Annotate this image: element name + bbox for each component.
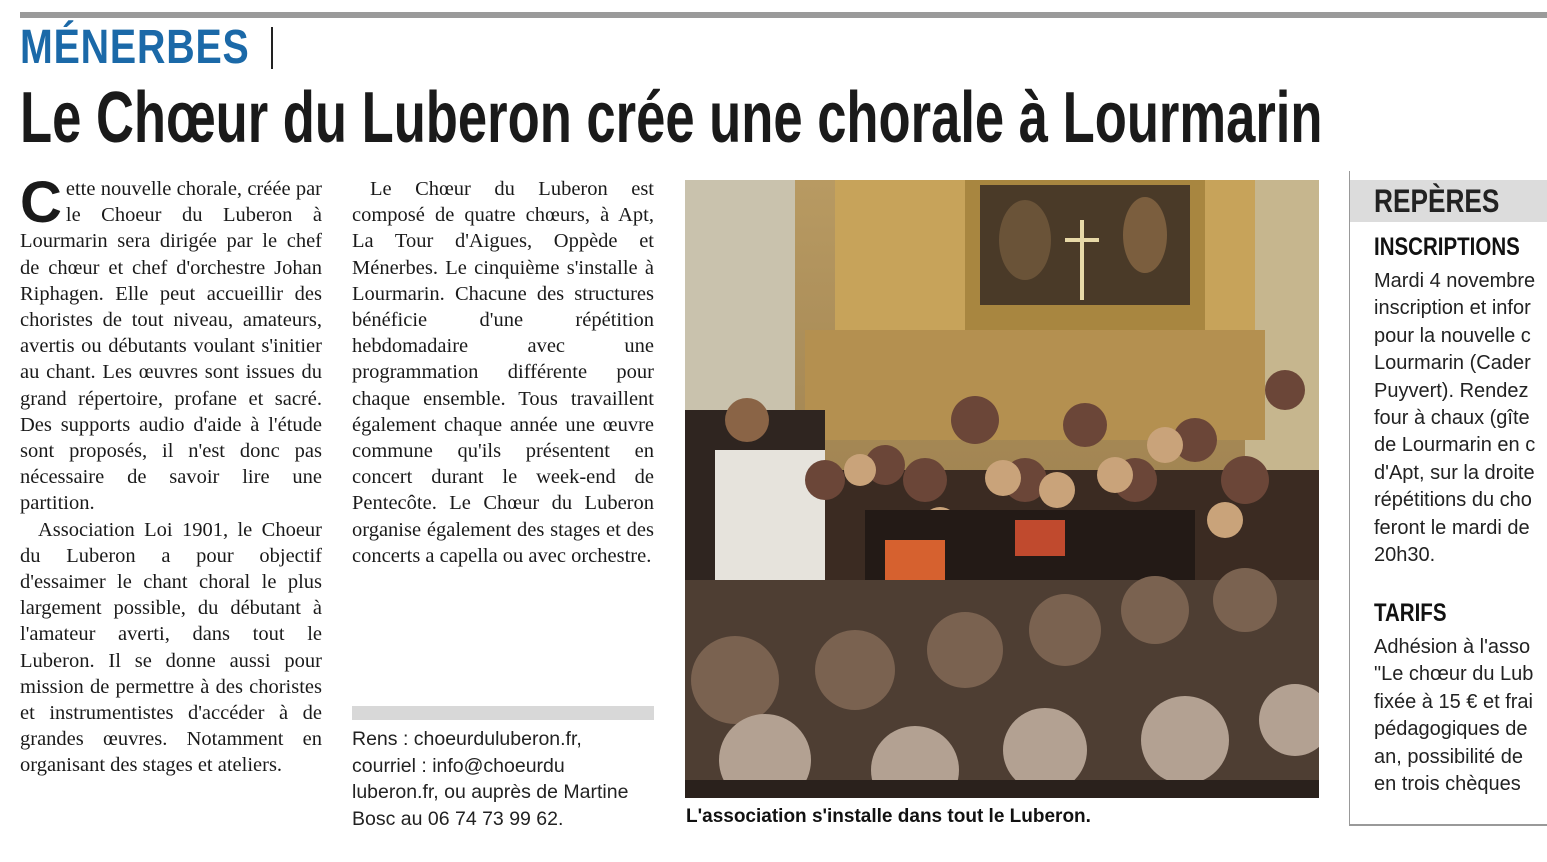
paragraph-1-text: ette nouvelle chorale, créée par le Choeur du Luberon à Lourmarin sera dirigée par le chef de chœur et chef d'orchestre Johan Riphagen. Elle peut accueillir des choristes de tout niveau, amateurs, avertis ou débutants voulant s'initier au chant. Les œuvres sont issues du grand répertoire, profane et sacré. Des supports audio d'aide à l'étude sont proposés, il n'est donc pas nécessaire de savoir lire une partition. (20, 178, 322, 515)
article-column-1 (20, 170, 322, 779)
drop-cap: C (20, 170, 62, 235)
article-paragraph-1 (20, 170, 322, 517)
photo-caption: L'association s'installe dans tout le Luberon. (686, 806, 1091, 827)
article-column-2 (352, 176, 654, 569)
inscriptions-heading: INSCRIPTIONS (1374, 233, 1520, 261)
choir-photo (685, 180, 1319, 798)
tarifs-text: Adhésion à l'asso "Le chœur du Lub fixée à 15 € et frai pédagogiques de an, possibilité de en trois chèques (1374, 636, 1534, 796)
article-headline: Le Chœur du Luberon crée une chorale à Lourmarin (20, 78, 1323, 158)
top-rule (20, 12, 1547, 18)
inscriptions-text: Mardi 4 novembre inscription et infor pour la nouvelle c Lourmarin (Cader Puyvert). Rendez four à chaux (gîte de Lourmarin en c d'Apt, sur la droite répétitions du cho feront le mardi de 20h30. (1374, 270, 1536, 567)
kicker-divider (271, 27, 273, 69)
choir-photo-illustration (685, 180, 1319, 798)
sidebar-bottom-rule (1349, 824, 1547, 826)
contact-info: Rens : choeurduluberon.fr, courriel : info@choeurdu luberon.fr, ou auprès de Martine Bosc au 06 74 73 99 62. (352, 728, 629, 830)
article-paragraph-3: Le Chœur du Luberon est composé de quatre chœurs, à Apt, La Tour d'Aigues, Oppède et Ménerbes. Le cinquième s'installe à Lourmarin. Chacune des structures bénéficie d'une répétition hebdomadaire avec une programmation différente pour chaque ensemble. Tous travaillent également chaque année une œuvre commune qu'ils présentent en concert durant le week-end de Pentecôte. Le Chœur du Luberon organise également des stages et des concerts a capella ou avec orchestre. (352, 178, 654, 567)
info-divider (352, 706, 654, 720)
sidebar-divider (1349, 171, 1350, 825)
section-kicker: MÉNERBES (20, 21, 250, 74)
article-paragraph-2: Association Loi 1901, le Choeur du Luberon a pour objectif d'essaimer le chant choral le plus largement possible, du débutant à l'amateur averti, dans tout le Luberon. Il se donne aussi pour mission de permettre à des choristes et instrumentistes d'accéder à de grandes œuvres. Notamment en organisant des stages et ateliers. (20, 518, 322, 777)
tarifs-heading: TARIFS (1374, 599, 1447, 627)
sidebar-title: REPÈRES (1374, 183, 1500, 219)
